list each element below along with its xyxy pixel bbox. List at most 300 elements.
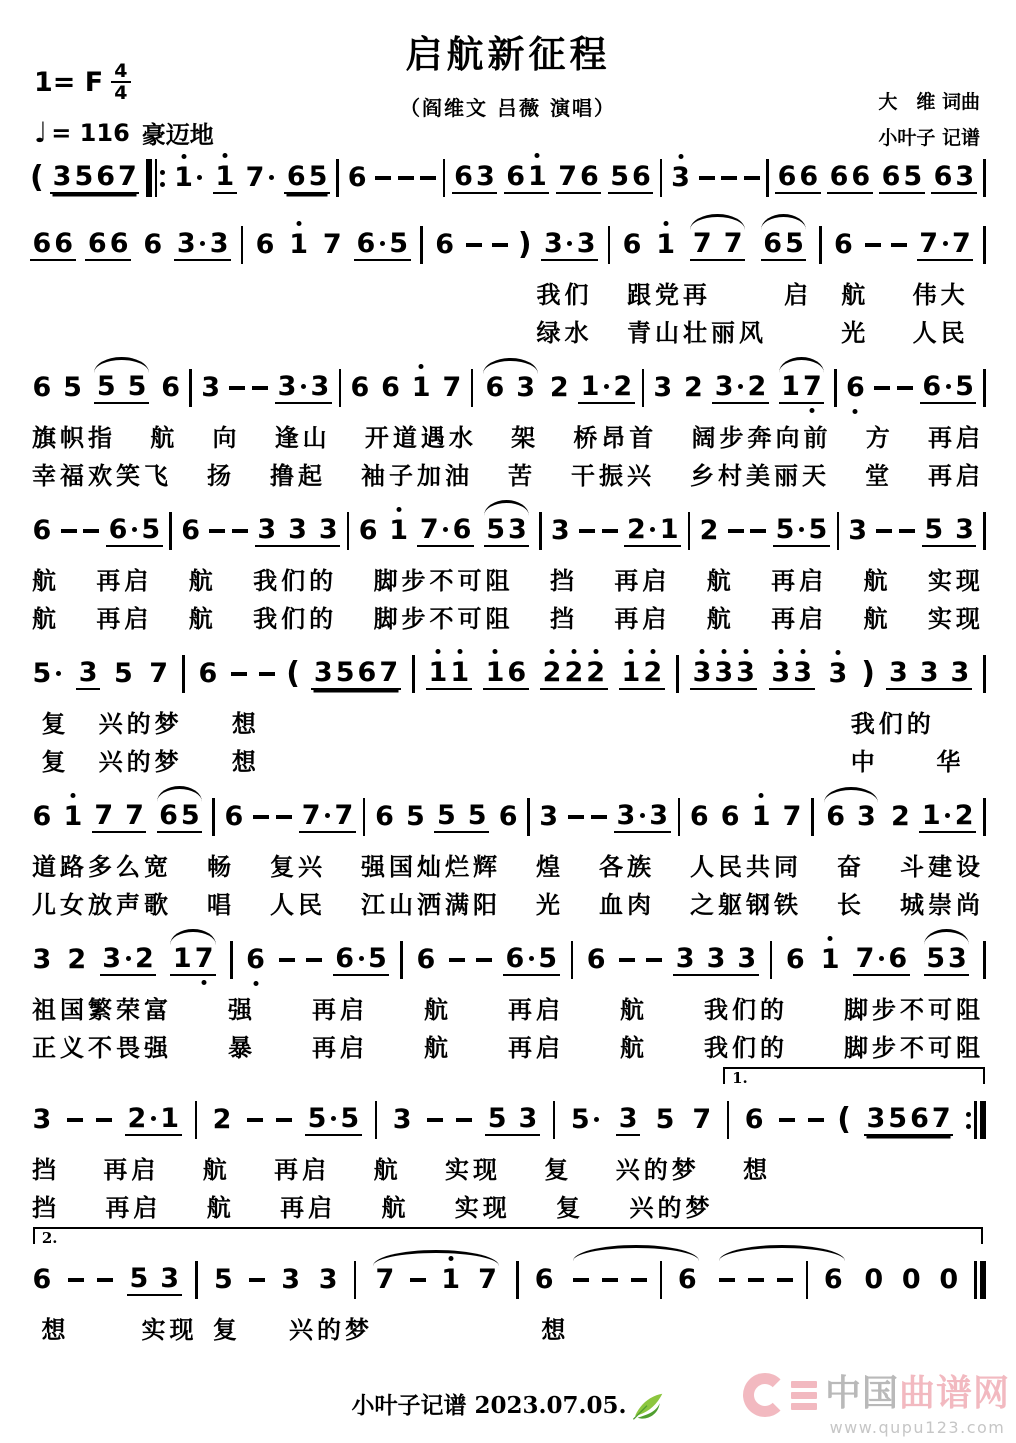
duration-dash [808,1118,824,1122]
notes-row [30,645,986,703]
lyric-segment: 航 [373,1156,402,1184]
note-token: 3 [318,1263,338,1295]
duration-dash [253,815,269,819]
note-token: 6 [347,161,367,193]
duration-dash [619,958,635,962]
volta-bracket [723,1067,985,1087]
system-7 [28,931,988,1065]
key-label: 1= F [34,67,104,98]
lyric-segment: 中 [850,748,879,776]
note-token: 6 [32,371,52,403]
note-token: 2 [549,371,569,403]
dot-after [359,956,364,961]
note-token: 3 3 3 [886,659,971,690]
lyric-segment: 我们的 [704,1034,788,1062]
note-token: 6 [845,371,865,403]
lyric-segment: 阔步奔向前 [691,424,832,452]
note-token: 5 [406,800,425,832]
barline [837,512,840,550]
lyric-segment: 光 [841,319,870,347]
barline [571,941,574,979]
barline [983,159,986,197]
note-token: 3 [32,943,52,975]
barline [983,226,986,264]
barline [766,159,769,197]
barline [336,159,339,197]
note-token: 6 5 [920,373,977,404]
lyric-segment: 复 [556,1194,585,1222]
lyric-segment: 再启 [508,996,564,1024]
lyric-segment: 兴的梦 [289,1316,374,1344]
barline [819,226,822,264]
footer-text: 小叶子记谱 2023.07.05. [351,1392,627,1419]
barline [983,512,986,550]
note-token: 3 3 [769,659,815,690]
duration-dash [466,243,482,247]
duration-dash [232,529,248,533]
note-token: 6 [246,943,265,975]
repeat-dots [966,1112,971,1129]
notes-row [30,359,986,417]
lyric-segment: 我们的 [704,996,788,1024]
note-token: 6 [181,514,201,546]
duration-dash [579,529,595,533]
note-token: 5 3 [484,516,530,547]
note-token: 6 5 [354,230,411,261]
lyrics-row-1 [32,561,984,598]
barline [642,369,645,407]
duration-dash [375,176,391,180]
note-token: 5 [213,1263,233,1295]
notes-row [30,502,986,560]
tie-group [481,513,533,547]
duration-dash [748,1278,764,1282]
lyric-segment: 航 [706,605,735,633]
barline [169,512,172,550]
note-token: 6 5 [761,230,807,261]
dot-after [879,956,884,961]
duration-dash [229,386,245,390]
barline [420,226,423,264]
lyric-segment: 再启 [280,1194,337,1222]
note-token: 6 6 [775,163,821,194]
duration-dash [779,1118,795,1122]
note-token: 6 [198,657,218,689]
lyric-segment: 兴的梦 [98,748,183,776]
note-token: 7 [149,657,169,689]
note-token: 7 [782,800,802,832]
note-token: 7 [375,1263,395,1295]
note-token: 5 6 [608,163,654,194]
note-token: 5 5 [305,1105,362,1136]
lyric-segment: 再启 [96,605,153,633]
note-token: 1 [389,514,409,546]
lyric-segment: 再启 [928,462,984,490]
barline [339,369,342,407]
tie-group [480,371,541,403]
note-token: 3 [671,161,690,193]
final-barline [974,1261,986,1299]
lyric-segment: 想 [231,710,260,738]
lyric-segment: 航 [206,1194,235,1222]
lyric-segment: 再启 [105,1194,162,1222]
lyric-segment: 实现 [141,1316,198,1344]
duration-dash [398,176,414,180]
lyric-segment: 堂 [865,462,893,490]
lyric-segment: 跟党再 [627,281,711,309]
note-token: 3 2 [100,945,157,976]
note-token: 1 [656,228,676,260]
barline [212,798,215,836]
duration-dash [744,176,760,180]
lyric-segment: 航 [620,1034,648,1062]
note-token: 7 7 [299,802,356,833]
dot-after [650,527,655,532]
lyric-segment: 强 [228,996,256,1024]
note-token: 6 [720,800,740,832]
notes-row [30,216,986,274]
note-token: 1 6 [483,659,529,690]
note-token: 3 [550,514,570,546]
note-token: 5 [63,371,82,403]
duration-dash [492,243,508,247]
duration-dash [602,529,618,533]
note-token: 6 3 [485,371,536,403]
dot-after [943,241,948,246]
lyric-segment: 脚步不可阻 [373,605,514,633]
note-token: 6 5 [333,945,390,976]
lyric-segment: 航 [620,996,648,1024]
lyric-segment: 航 [424,1034,452,1062]
note-token: 5 [568,1106,603,1135]
note-token: 3 [76,659,100,690]
lyric-segment: 奋 [837,853,865,881]
barline [539,512,542,550]
duration-dash [276,815,292,819]
note-token: 6 [375,800,394,832]
lyric-segment: 想 [231,748,260,776]
duration-dash [410,1278,426,1282]
barline [471,369,474,407]
volta-label: 2. [41,1229,58,1247]
note-token: 3 3 3 [255,516,340,547]
parenthesis: ( [30,160,44,195]
lyric-segment: 华 [936,748,965,776]
system-5 [28,645,988,779]
note-token: 6 [622,228,642,260]
lyric-segment: 之躯钢铁 [690,891,802,919]
note-token: 5 [114,657,133,689]
duration-dash [67,1118,83,1122]
lyrics-row-2 [32,742,984,779]
note-token: 2 1 [125,1105,182,1136]
barline [241,226,244,264]
lyric-segment: 旗帜指 [32,424,116,452]
lyric-segment: 再启 [312,996,368,1024]
key-tempo-block [34,62,214,150]
duration-dash [252,386,268,390]
note-token: 5 5 [434,802,489,833]
duration-dash [646,958,662,962]
note-token: 6 3 [826,800,876,832]
song-title: 启航新征程 [405,33,611,76]
note-token: 6 [381,371,400,403]
lyric-segment: 光 [536,891,564,919]
tie-group [687,227,748,261]
note-token: 1 7 [170,945,216,976]
watermark-url: www.qupu123.com [829,1418,1006,1437]
dot-after [325,813,330,818]
lyric-segment: 航 [706,567,735,595]
lyric-segment: 道路多么宽 [32,853,172,881]
note-token: 1 1 [426,659,472,690]
note-token: 6 [689,800,709,832]
note-token: 5 3 [924,945,970,976]
dot-after [126,956,131,961]
lyric-segment: 再启 [508,1034,564,1062]
lyric-segment: 脚步不可阻 [844,1034,984,1062]
note-token: 2 [67,943,87,975]
lyric-segment: 再启 [274,1156,331,1184]
lyrics-row-2 [32,456,984,493]
duration-dash [777,1278,793,1282]
barline [678,798,681,836]
tie-group [821,800,882,832]
quarter-note-icon: ♩ [34,116,48,149]
lyric-segment: 复 [41,748,70,776]
dot-after [799,527,804,532]
dot-after [738,384,743,389]
lyrics-row-1 [32,1150,771,1187]
lyric-segment: 启 [784,281,813,309]
barline [553,1101,556,1139]
barline [363,798,366,836]
note-token: 3 3 3 [690,659,757,690]
dot-after [567,241,572,246]
note-token: 7 7 [690,230,745,261]
duration-dash [83,529,99,533]
lyric-segment: 我们 [536,281,593,309]
lyric-segment: 人民 [270,891,326,919]
duration-dash [456,1118,472,1122]
duration-dash [899,529,915,533]
duration-dash [306,958,322,962]
note-token: 6 6 [85,230,131,261]
lyric-segment: 航 [863,605,892,633]
note-token: 3 3 3 [673,945,758,976]
duration-dash [249,1278,265,1282]
notes-row [30,1069,986,1149]
lyric-segment: 祖国繁荣富 [32,996,172,1024]
barline [834,369,837,407]
barline [230,941,233,979]
note-token: 6 5 [879,163,925,194]
lyrics-row-2 [32,599,984,636]
note-token: 2 [699,514,719,546]
lyric-segment: 儿女放声歌 [32,891,172,919]
lyric-segment: 再启 [614,567,671,595]
lyric-segment: 复 [212,1316,241,1344]
duration-dash [279,958,295,962]
lyric-segment: 复 [544,1156,573,1184]
lyric-segment: 乡村美丽天 [690,462,830,490]
note-token: 0 [901,1263,921,1295]
lyric-segment: 实现 [927,567,984,595]
dot-after [640,813,645,818]
credits [878,84,980,156]
system-6 [28,788,988,922]
dot-after [151,1116,156,1121]
note-token: 6 [358,514,378,546]
note-token: 3 3 [174,230,231,261]
note-token: 6 [224,800,244,832]
dot-after [945,813,950,818]
dot-after [594,1117,599,1122]
note-token: 7 [243,164,278,193]
note-token: 5 3 [922,516,977,547]
note-token: 7 [692,1103,712,1135]
duration-dash [631,1278,647,1282]
duration-dash [259,672,275,676]
note-token: 6 [350,371,370,403]
duration-dash [699,176,715,180]
note-token: 6 [32,1263,52,1295]
note-token: 2 [684,371,703,403]
note-token: 3 [281,1263,301,1295]
barline [770,941,773,979]
dot-after [529,956,534,961]
note-token: 1 [213,163,237,194]
system-3 [28,359,988,493]
lyric-segment: 逢山 [274,424,331,452]
note-token: 6 [534,1263,554,1295]
lyric-segment: 复兴 [270,853,326,881]
lyric-segment: 再启 [927,424,984,452]
lyrics-row-1 [32,990,984,1027]
lyric-segment: 航 [424,996,452,1024]
duration-dash [96,1118,112,1122]
dot-after [301,384,306,389]
lyric-segment: 长 [837,891,865,919]
note-token: 3 [653,371,673,403]
lyric-segment: 撸起 [270,462,326,490]
dot-after [56,671,61,676]
tie-group [758,227,810,261]
dot-after [604,384,609,389]
duration-dash [276,1118,292,1122]
note-token: 6 [161,371,181,403]
note-token: 6 6 [827,163,873,194]
note-token: 7 6 [853,945,910,976]
note-token: 2 [890,800,910,832]
tie-group [921,942,973,976]
duration-dash [897,386,913,390]
barline [347,512,350,550]
note-token: 3 [848,514,868,546]
note-token: 3 5 6 7 [311,659,400,690]
dot-after [132,527,137,532]
lyric-segment: 航 [381,1194,410,1222]
duration-dash [891,243,907,247]
barline [688,512,691,550]
barline [727,1101,730,1139]
note-token: 6 [744,1103,764,1135]
lyric-segment: 城崇尚 [900,891,984,919]
lyric-segment: 苦 [508,462,536,490]
barline [195,1101,198,1139]
tie-group [776,370,828,404]
performers: （阎维文 吕薇 演唱） [400,96,616,120]
lyric-segment: 想 [41,1316,70,1344]
lyric-segment: 航 [188,567,217,595]
barline [400,941,403,979]
note-token: 1 7 [779,373,825,404]
lyric-segment: 我们的 [253,605,338,633]
lyric-segment: 斗建设 [900,853,984,881]
notes-row [30,149,986,207]
lyric-segment: 唱 [207,891,235,919]
note-token: 1 2 [919,802,976,833]
note-token: 6 [823,1263,843,1295]
note-token: 5 3 [485,1105,540,1136]
note-token: 7 6 [417,516,474,547]
lyric-segment: 伟大 [912,281,969,309]
lyric-segment: 想 [541,1316,570,1344]
key-signature [34,62,214,103]
lyric-segment: 复 [41,710,70,738]
lyric-segment: 畅 [207,853,235,881]
parenthesis: ( [837,1102,851,1137]
lyric-segment: 架 [511,424,540,452]
note-token: 3 3 [614,802,671,833]
duration-dash [719,1278,735,1282]
lyric-segment: 再启 [96,567,153,595]
lyric-segment: 青山壮丽风 [627,319,767,347]
note-token: 1 [63,800,83,832]
note-token: 6 5 [503,945,560,976]
note-token: 5 [655,1103,675,1135]
note-token: 3 2 [712,373,769,404]
duration-dash [420,176,436,180]
barline [983,655,986,693]
dot-after [946,384,951,389]
note-token: 6 5 [284,163,330,194]
lyric-segment: 各族 [599,853,655,881]
note-token: 3 [539,800,559,832]
note-token: 2 1 [624,516,681,547]
note-token: 6 [32,800,52,832]
note-token: 7 6 [556,163,602,194]
note-token: 2 [212,1103,232,1135]
lyric-segment: 实现 [444,1156,501,1184]
barline [443,159,446,197]
tempo-value: = 116 [51,118,130,147]
note-token: 7 7 [917,230,974,261]
note-token: 1 [172,164,207,193]
expression-text: 豪迈地 [141,120,214,149]
lyrics-row-2 [32,885,984,922]
lyric-segment: 血肉 [599,891,655,919]
duration-dash [591,815,607,819]
barline [516,1261,519,1299]
note-token: 5 [30,660,65,689]
duration-dash [750,529,766,533]
lyric-segment: 兴的梦 [98,710,183,738]
note-token: 6 [32,514,52,546]
time-signature [111,62,130,103]
barline [660,159,663,197]
lyric-segment: 向 [212,424,241,452]
